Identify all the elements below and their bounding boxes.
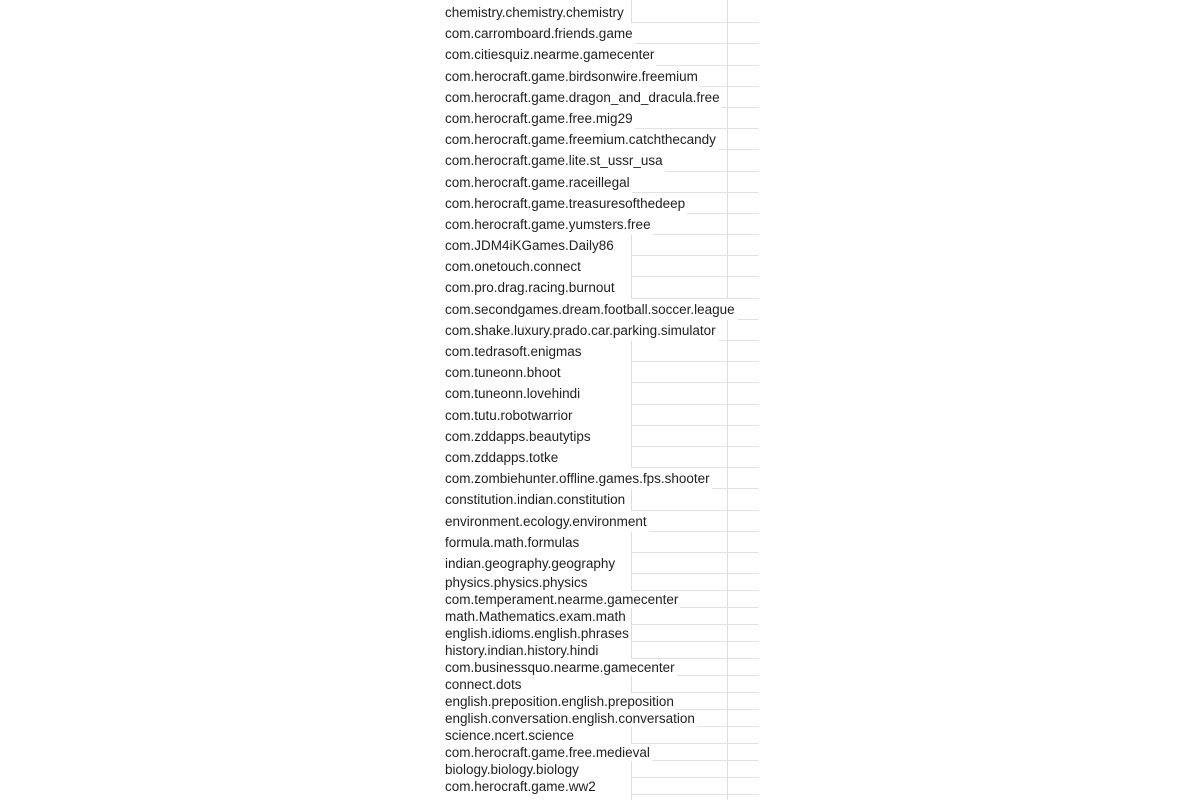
cell-value: math.Mathematics.exam.math: [445, 609, 626, 625]
cell-value: com.herocraft.game.birdsonwire.freemium: [445, 66, 700, 87]
cell-value: com.temperament.nearme.gamecenter: [445, 592, 679, 608]
table-row[interactable]: [441, 574, 759, 591]
cell-value: com.herocraft.game.treasuresofthedeep: [445, 193, 687, 214]
cell-value: science.ncert.science: [445, 728, 575, 744]
table-row[interactable]: [441, 383, 759, 404]
table-row[interactable]: [441, 193, 759, 214]
cell-value: com.businessquo.nearme.gamecenter: [445, 660, 675, 676]
table-row[interactable]: [441, 172, 759, 193]
table-row[interactable]: [441, 299, 759, 320]
table-row[interactable]: [441, 44, 759, 65]
table-row[interactable]: [441, 761, 759, 778]
table-row[interactable]: [441, 676, 759, 693]
cell-value: com.zddapps.beautytips: [445, 426, 593, 447]
table-row[interactable]: [441, 447, 759, 468]
table-row[interactable]: [441, 320, 759, 341]
table-row[interactable]: [441, 489, 759, 510]
table-row[interactable]: [441, 108, 759, 129]
table-row[interactable]: [441, 256, 759, 277]
cell-value: com.onetouch.connect: [445, 256, 583, 277]
table-row[interactable]: [441, 511, 759, 532]
table-row[interactable]: [441, 553, 759, 574]
cell-value: com.herocraft.game.raceillegal: [445, 172, 632, 193]
table-row[interactable]: [441, 727, 759, 744]
table-row[interactable]: [441, 405, 759, 426]
cell-value: com.zombiehunter.offline.games.fps.shooter: [445, 468, 712, 489]
table-row[interactable]: [441, 214, 759, 235]
table-row[interactable]: [441, 591, 759, 608]
cell-value: english.conversation.english.conversation: [445, 711, 695, 727]
table-row[interactable]: [441, 778, 759, 795]
table-row[interactable]: [441, 693, 759, 710]
cell-value: com.tuneonn.lovehindi: [445, 383, 582, 404]
cell-value: com.shake.luxury.prado.car.parking.simulator: [445, 320, 718, 341]
cell-value: com.secondgames.dream.football.soccer.league: [445, 299, 737, 320]
cell-value: com.citiesquiz.nearme.gamecenter: [445, 44, 656, 65]
table-row[interactable]: [441, 23, 759, 44]
cell-value: formula.math.formulas: [445, 532, 581, 553]
table-row[interactable]: [441, 625, 759, 642]
table-row[interactable]: [441, 659, 759, 676]
table-row[interactable]: [441, 642, 759, 659]
cell-value: com.herocraft.game.free.medieval: [445, 745, 650, 761]
cell-value: com.JDM4iKGames.Daily86: [445, 235, 616, 256]
table-row[interactable]: [441, 426, 759, 447]
table-row[interactable]: [441, 87, 759, 108]
cell-value: com.herocraft.game.dragon_and_dracula.free: [445, 87, 722, 108]
table-row[interactable]: [441, 362, 759, 383]
cell-value: com.herocraft.game.yumsters.free: [445, 214, 653, 235]
table-row[interactable]: [441, 744, 759, 761]
cell-value: com.herocraft.game.freemium.catchthecandy: [445, 129, 718, 150]
spreadsheet-column: [441, 0, 759, 800]
cell-value: com.carromboard.friends.game: [445, 23, 635, 44]
table-row[interactable]: [441, 150, 759, 171]
table-row[interactable]: [441, 277, 759, 298]
cell-value: connect.dots: [445, 677, 522, 693]
cell-value: com.zddapps.totke: [445, 447, 560, 468]
cell-value: biology.biology.biology: [445, 762, 579, 778]
cell-value: english.idioms.english.phrases: [445, 626, 629, 642]
cell-value: com.pro.drag.racing.burnout: [445, 277, 617, 298]
cell-value: physics.physics.physics: [445, 575, 588, 591]
cell-value: english.preposition.english.preposition: [445, 694, 674, 710]
cell-value: com.herocraft.game.ww2: [445, 779, 596, 795]
cell-value: indian.geography.geography: [445, 553, 617, 574]
table-row[interactable]: [441, 66, 759, 87]
cell-value: chemistry.chemistry.chemistry: [445, 2, 626, 23]
cell-value: com.herocraft.game.lite.st_ussr_usa: [445, 150, 665, 171]
cell-value: constitution.indian.constitution: [445, 489, 627, 510]
cell-value: history.indian.history.hindi: [445, 643, 599, 659]
cell-value: com.herocraft.game.free.mig29: [445, 108, 635, 129]
table-row[interactable]: [441, 2, 759, 23]
table-row[interactable]: [441, 532, 759, 553]
cell-value: environment.ecology.environment: [445, 511, 649, 532]
table-row[interactable]: [441, 129, 759, 150]
cell-value: com.tuneonn.bhoot: [445, 362, 563, 383]
table-row[interactable]: [441, 468, 759, 489]
table-row[interactable]: [441, 341, 759, 362]
table-row[interactable]: [441, 710, 759, 727]
cell-value: com.tedrasoft.enigmas: [445, 341, 584, 362]
cell-value: com.tutu.robotwarrior: [445, 405, 575, 426]
table-row[interactable]: [441, 608, 759, 625]
table-row[interactable]: [441, 235, 759, 256]
